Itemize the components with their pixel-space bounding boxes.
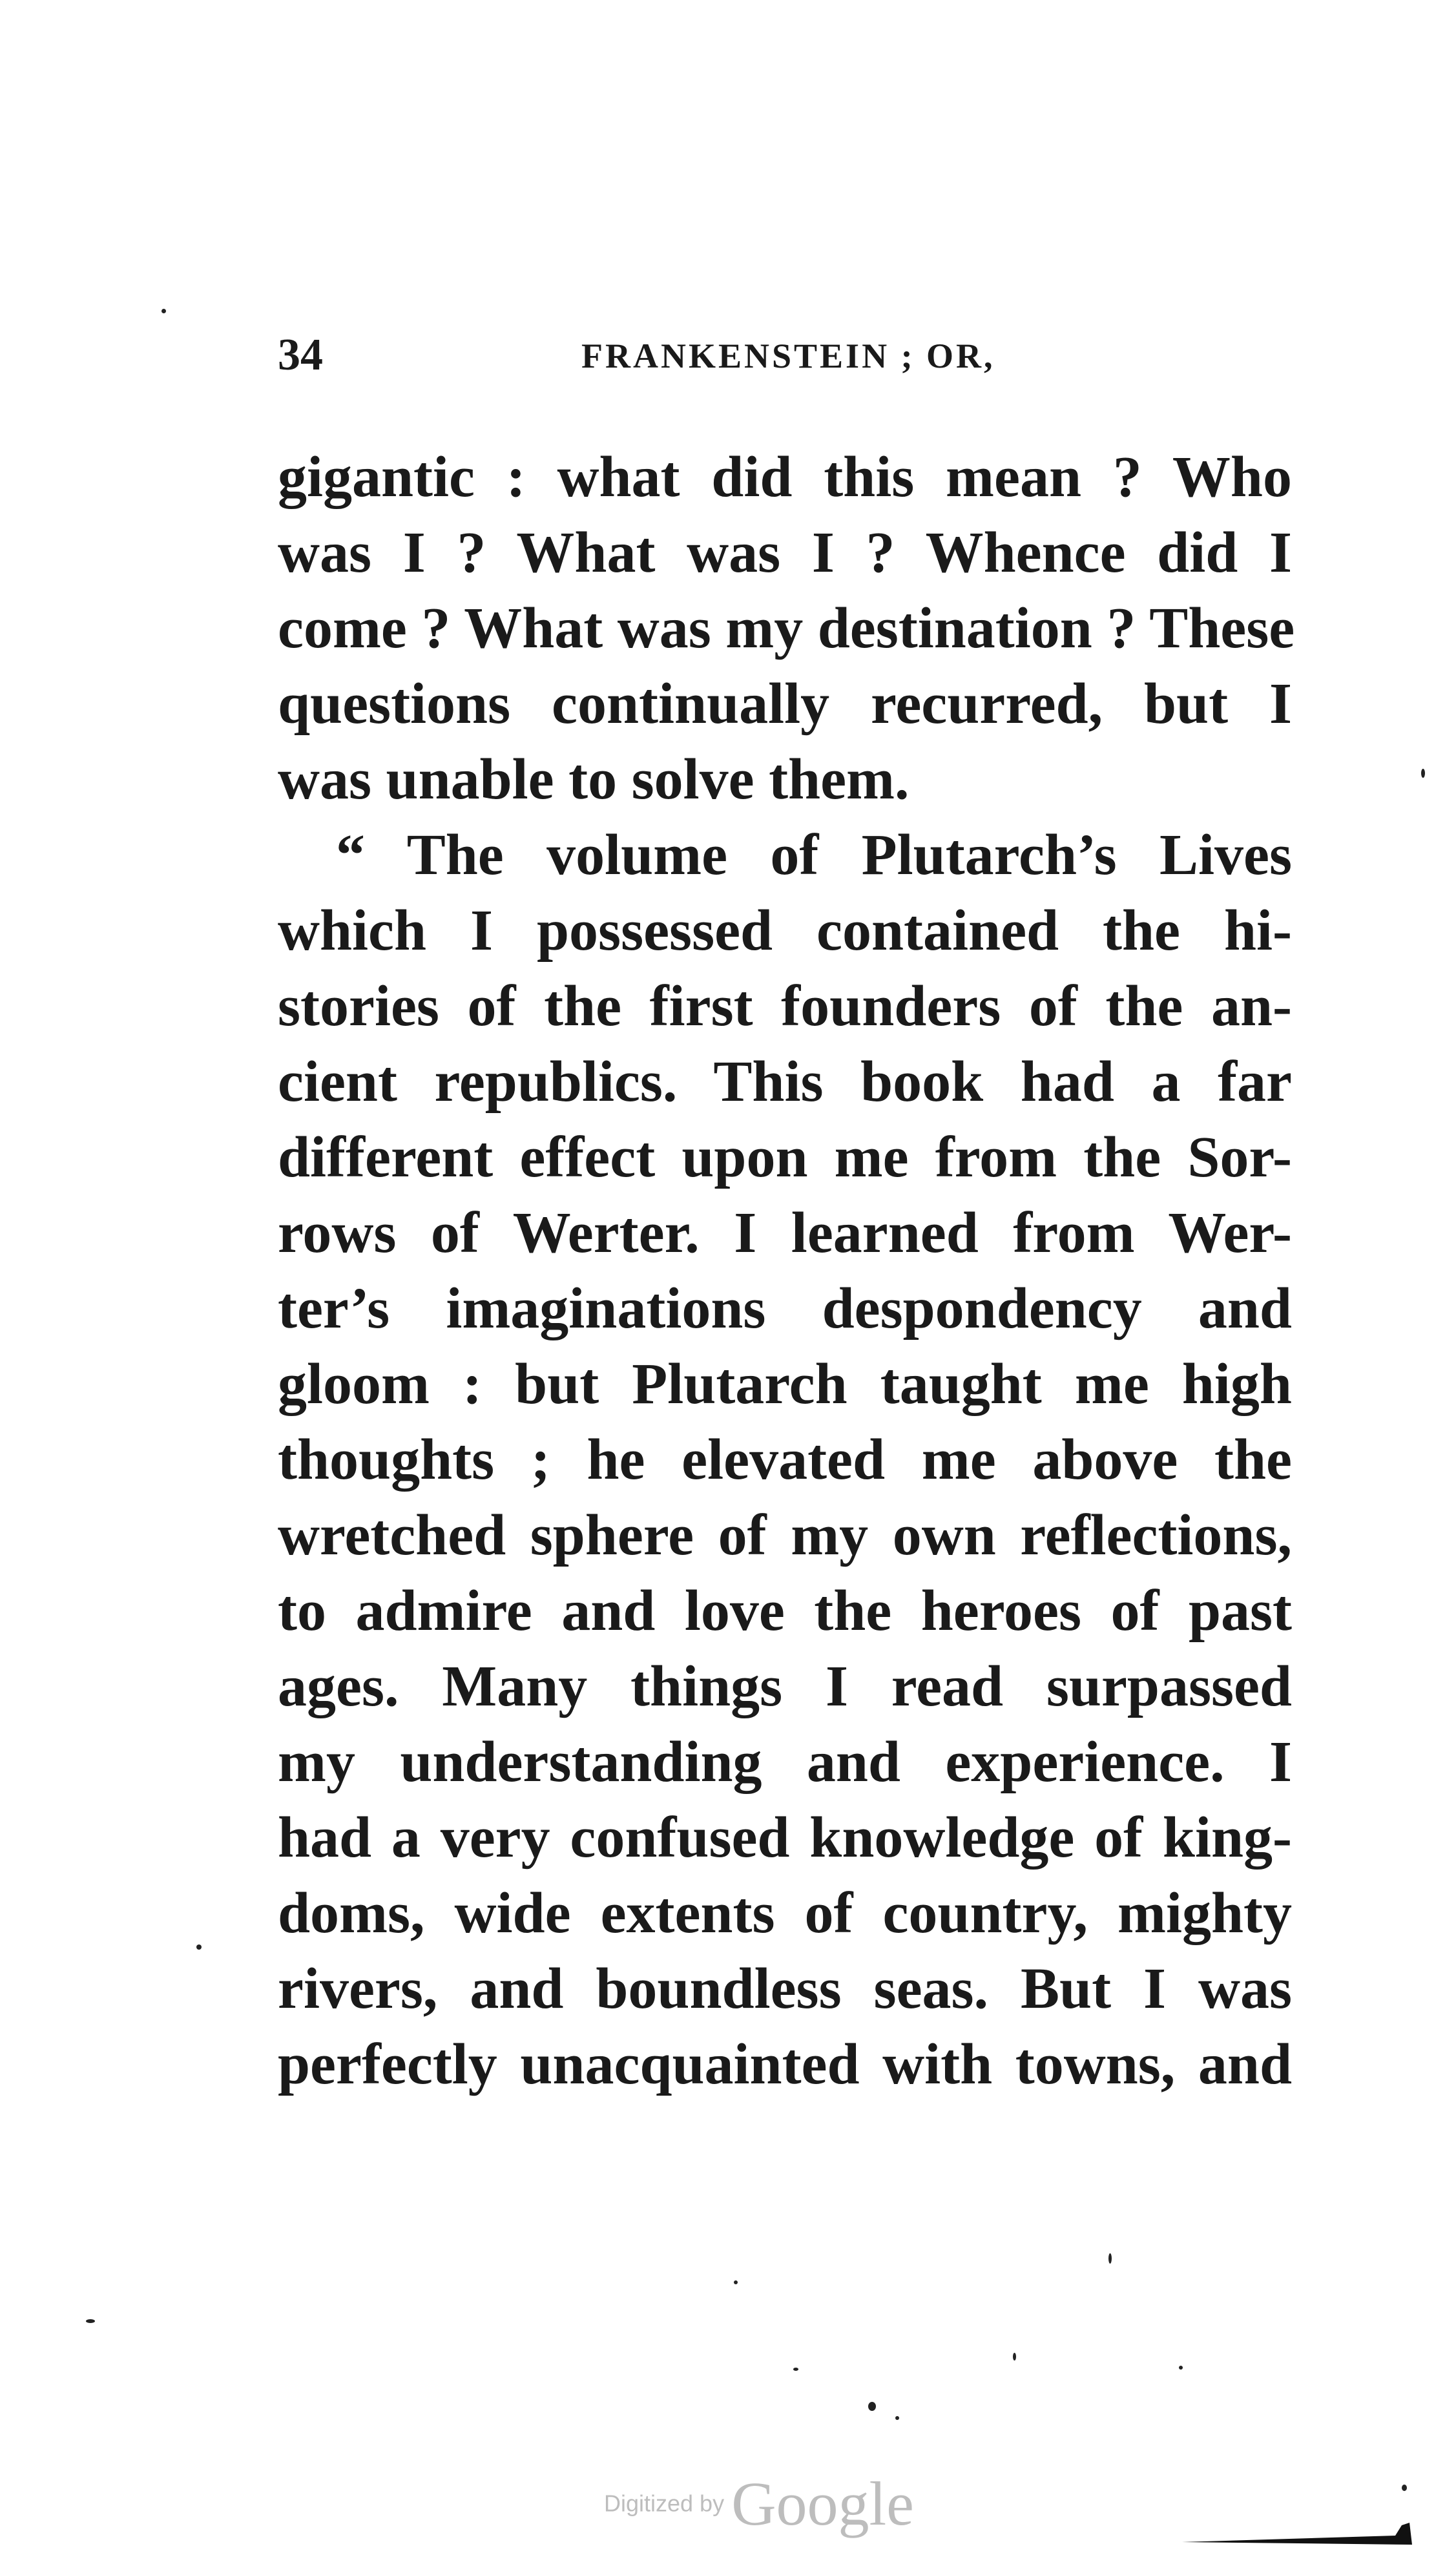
- text-line: was I ? What was I ? Whence did I: [278, 521, 1292, 585]
- text-line: wretched sphere of my own reflections,: [278, 1503, 1292, 1567]
- text-line: to admire and love the heroes of past: [278, 1579, 1292, 1643]
- text-line: “ The volume of Plutarch’s Lives: [336, 823, 1292, 887]
- text-line: which I possessed contained the hi-: [278, 899, 1292, 963]
- running-title: FRANKENSTEIN ; OR,: [581, 337, 995, 375]
- text-line: questions continually recurred, but I: [278, 672, 1292, 736]
- text-line: had a very confused knowledge of king-: [278, 1806, 1292, 1870]
- scan-speck: [86, 2319, 95, 2323]
- scan-speck: [1402, 2485, 1407, 2491]
- body-text: [278, 439, 1295, 2102]
- scan-speck: [868, 2402, 876, 2411]
- scan-speck: [196, 1944, 202, 1950]
- text-line: was unable to solve them.: [278, 747, 910, 811]
- text-line: come ? What was my destination ? These: [278, 596, 1295, 660]
- text-line: perfectly unacquainted with towns, and: [278, 2032, 1292, 2096]
- scan-speck: [734, 2280, 738, 2284]
- digitized-watermark: [604, 2468, 914, 2539]
- text-line: gloom : but Plutarch taught me high: [278, 1352, 1292, 1416]
- scan-speck: [161, 309, 166, 313]
- digitized-label: Digitized by: [604, 2490, 725, 2517]
- text-line: ages. Many things I read surpassed: [278, 1654, 1292, 1718]
- text-line: ter’s imaginations despondency and: [278, 1277, 1292, 1340]
- running-head: [278, 323, 1292, 394]
- text-line: cient republics. This book had a far: [278, 1050, 1292, 1114]
- scan-speck: [1179, 2366, 1183, 2370]
- text-line: rows of Werter. I learned from Wer-: [278, 1201, 1292, 1265]
- text-line: gigantic : what did this mean ? Who: [278, 445, 1292, 509]
- scan-speck: [1421, 769, 1425, 778]
- google-wordmark: Google: [731, 2469, 914, 2538]
- scan-speck: [895, 2416, 899, 2420]
- text-line: doms, wide extents of country, mighty: [278, 1881, 1292, 1945]
- text-line: rivers, and boundless seas. But I was: [278, 1957, 1292, 2021]
- text-line: my understanding and experience. I: [278, 1730, 1292, 1794]
- scan-speck: [1108, 2253, 1112, 2264]
- text-line: thoughts ; he elevated me above the: [278, 1428, 1292, 1492]
- text-line: stories of the first founders of the an-: [278, 974, 1292, 1038]
- page-number: 34: [278, 330, 323, 380]
- scan-speck: [1013, 2353, 1016, 2361]
- scan-speck: [793, 2368, 798, 2371]
- ink-smudge: [1182, 2523, 1415, 2545]
- text-line: different effect upon me from the Sor-: [278, 1125, 1292, 1189]
